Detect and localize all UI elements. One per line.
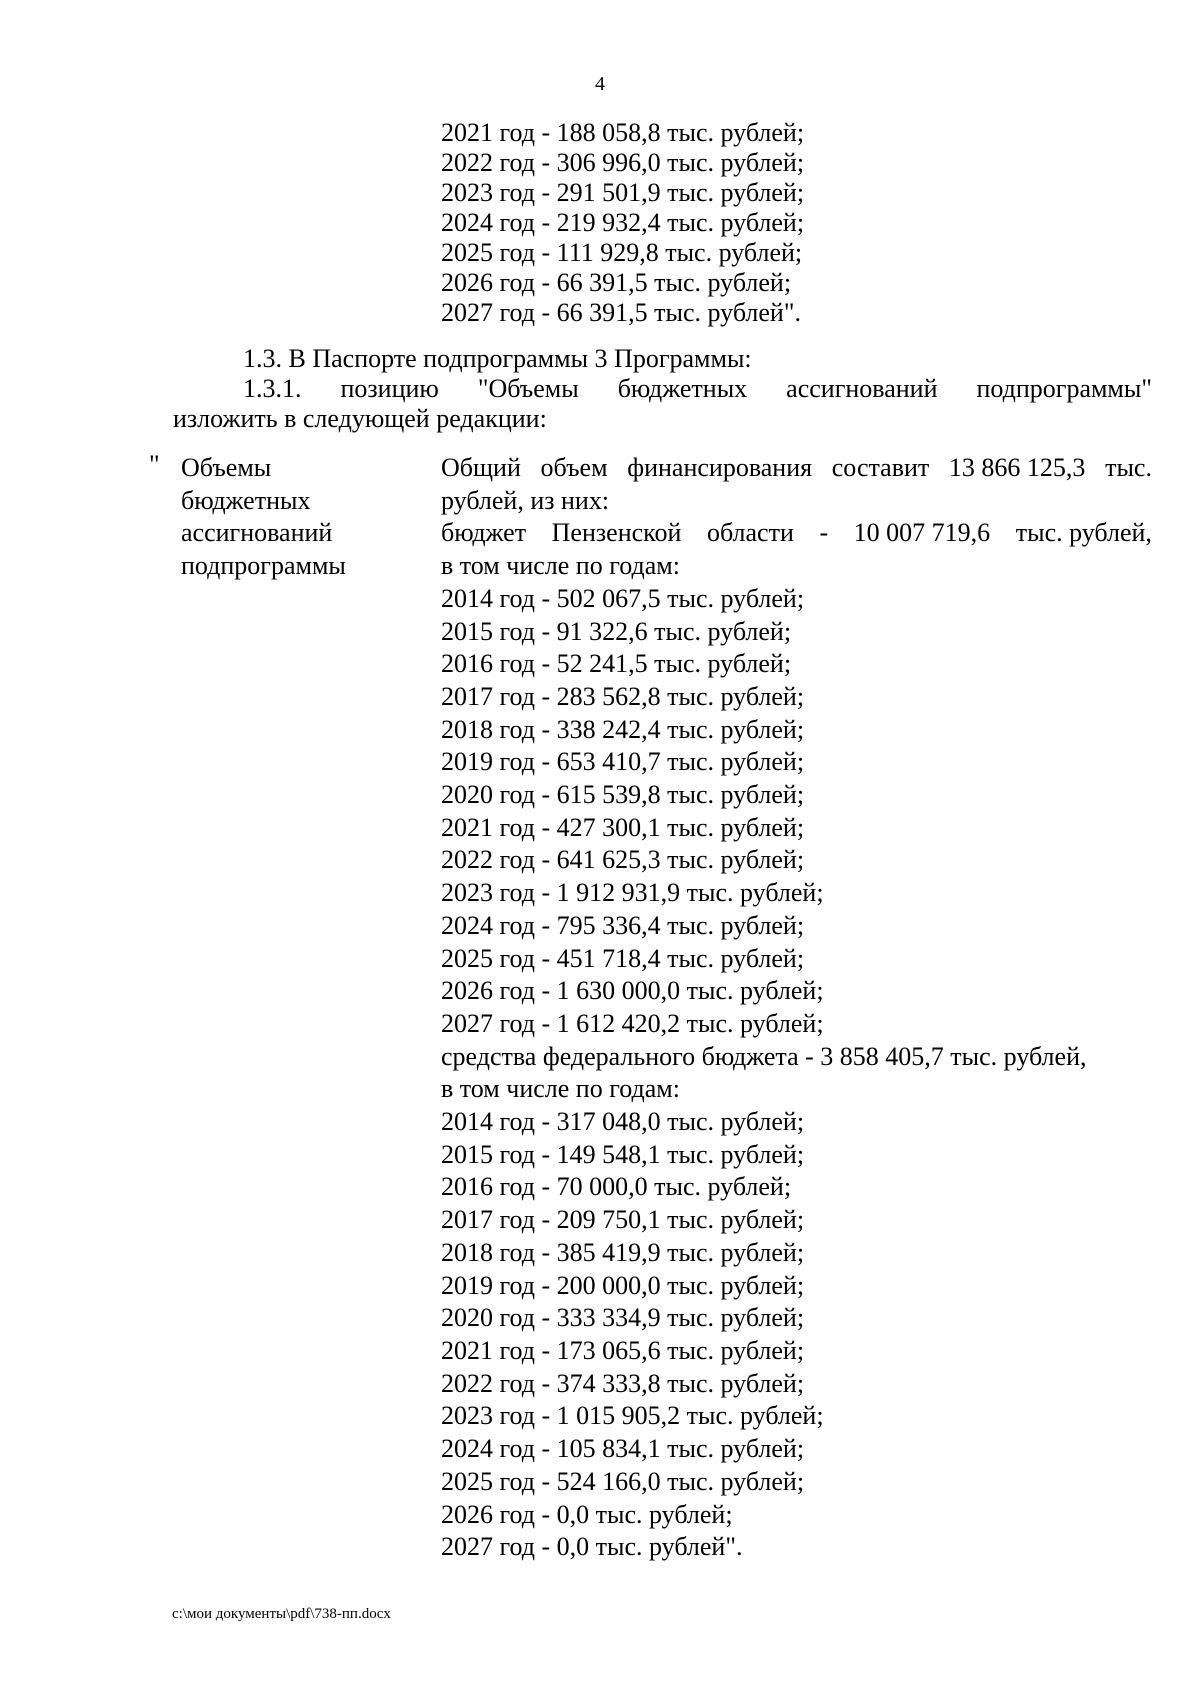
paragraph-1-3: 1.3. В Паспорте подпрограммы 3 Программы: — [243, 344, 752, 373]
page-number: 4 — [595, 73, 605, 95]
federal-year-line: 2016 год - 70 000,0 тыс. рублей; — [441, 1172, 792, 1202]
regional-year-line: 2022 год - 641 625,3 тыс. рублей; — [441, 845, 805, 875]
label-line: ассигнований — [181, 518, 333, 548]
paragraph-word: ассигнований — [786, 374, 938, 403]
text-word: тыс. рублей, — [1015, 518, 1152, 548]
paragraph-1-3-1 — [243, 374, 1152, 404]
text-word: Общий — [441, 453, 521, 482]
total-financing-line — [441, 452, 1152, 485]
federal-year-line: 2020 год - 333 334,9 тыс. рублей; — [441, 1303, 805, 1333]
regional-year-line: 2018 год - 338 242,4 тыс. рублей; — [441, 714, 805, 744]
federal-year-line: 2022 год - 374 333,8 тыс. рублей; — [441, 1368, 805, 1398]
federal-year-line: 2027 год - 0,0 тыс. рублей". — [441, 1532, 743, 1562]
label-line: бюджетных — [181, 485, 311, 515]
federal-budget-line: средства федерального бюджета - 3 858 405,7 тыс. рублей, — [441, 1041, 1087, 1071]
paragraph-word: позицию — [340, 374, 439, 403]
federal-year-line: 2021 год - 173 065,6 тыс. рублей; — [441, 1335, 805, 1365]
year-line: 2023 год - 291 501,9 тыс. рублей; — [441, 178, 805, 207]
text-word: Пензенской — [551, 518, 682, 548]
federal-year-line: 2019 год - 200 000,0 тыс. рублей; — [441, 1270, 805, 1300]
paragraph-word: "Объемы — [477, 374, 579, 403]
label-line: Объемы — [181, 453, 272, 482]
year-line: 2027 год - 66 391,5 тыс. рублей". — [441, 298, 801, 327]
regional-budget-line — [441, 517, 1152, 550]
regional-year-line: 2014 год - 502 067,5 тыс. рублей; — [441, 583, 805, 613]
federal-year-line: 2014 год - 317 048,0 тыс. рублей; — [441, 1107, 805, 1137]
regional-year-line: 2016 год - 52 241,5 тыс. рублей; — [441, 649, 792, 679]
paragraph-1-3-1-continuation: изложить в следующей редакции: — [173, 404, 547, 433]
position-label — [181, 452, 421, 583]
regional-year-line: 2024 год - 795 336,4 тыс. рублей; — [441, 910, 805, 940]
regional-year-line: 2021 год - 427 300,1 тыс. рублей; — [441, 812, 805, 842]
footer-file-path: c:\мои документы\pdf\738-пп.docx — [172, 1606, 391, 1622]
text-word: финансирования — [627, 453, 813, 482]
text-word: 10 007 719,6 — [853, 518, 991, 548]
year-line: 2024 год - 219 932,4 тыс. рублей; — [441, 208, 805, 237]
federal-by-years: в том числе по годам: — [441, 1074, 680, 1104]
text-word: тыс. — [1105, 453, 1152, 482]
top-year-list — [441, 118, 1161, 328]
paragraph-word: бюджетных — [617, 374, 748, 403]
year-line: 2025 год - 111 929,8 тыс. рублей; — [441, 238, 803, 267]
regional-year-line: 2025 год - 451 718,4 тыс. рублей; — [441, 943, 805, 973]
regional-year-line: 2017 год - 283 562,8 тыс. рублей; — [441, 681, 805, 711]
label-line: подпрограммы — [181, 551, 346, 581]
year-line: 2022 год - 306 996,0 тыс. рублей; — [441, 148, 805, 177]
regional-year-line: 2020 год - 615 539,8 тыс. рублей; — [441, 780, 805, 810]
regional-year-line: 2027 год - 1 612 420,2 тыс. рублей; — [441, 1008, 824, 1038]
text-word: составит — [831, 453, 930, 482]
year-line: 2021 год - 188 058,8 тыс. рублей; — [441, 118, 805, 147]
regional-year-line: 2019 год - 653 410,7 тыс. рублей; — [441, 747, 805, 777]
text-word: бюджет — [441, 518, 527, 548]
federal-year-line: 2025 год - 524 166,0 тыс. рублей; — [441, 1466, 805, 1496]
regional-year-line: 2015 год - 91 322,6 тыс. рублей; — [441, 616, 792, 646]
regional-by-years: в том числе по годам: — [441, 551, 680, 581]
federal-year-line: 2018 год - 385 419,9 тыс. рублей; — [441, 1237, 805, 1267]
federal-year-line: 2015 год - 149 548,1 тыс. рублей; — [441, 1139, 805, 1169]
text-word: объем — [540, 453, 608, 482]
paragraph-word: подпрограммы" — [976, 374, 1152, 403]
regional-year-line: 2026 год - 1 630 000,0 тыс. рублей; — [441, 976, 824, 1006]
text-word: - — [819, 518, 829, 548]
federal-year-line: 2017 год - 209 750,1 тыс. рублей; — [441, 1205, 805, 1235]
text-word: области — [706, 518, 794, 548]
paragraph-word: 1.3.1. — [243, 374, 302, 403]
opening-quote: " — [149, 450, 160, 479]
year-line: 2026 год - 66 391,5 тыс. рублей; — [441, 268, 792, 297]
text-word: 13 866 125,3 — [948, 453, 1086, 482]
federal-year-line: 2024 год - 105 834,1 тыс. рублей; — [441, 1434, 805, 1464]
regional-year-line: 2023 год - 1 912 931,9 тыс. рублей; — [441, 878, 824, 908]
total-financing-line-2: рублей, из них: — [441, 485, 610, 515]
federal-year-line: 2023 год - 1 015 905,2 тыс. рублей; — [441, 1401, 824, 1431]
position-value — [441, 452, 1152, 1564]
federal-year-line: 2026 год - 0,0 тыс. рублей; — [441, 1499, 733, 1529]
